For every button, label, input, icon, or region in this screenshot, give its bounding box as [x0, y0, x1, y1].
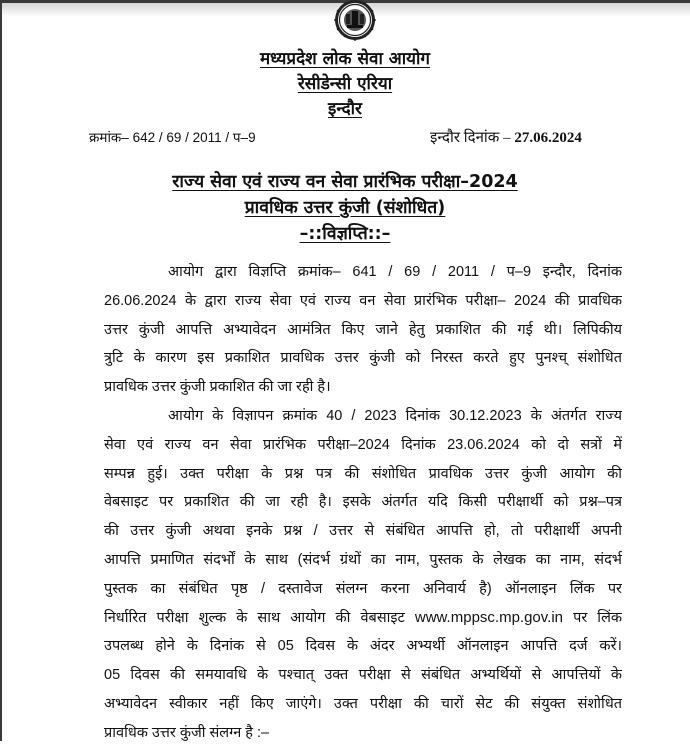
notice-label: –::विज्ञप्ति::–	[299, 224, 391, 244]
paragraph-line: अभ्यावेदन स्वीकार नहीं किए जाएंगे। उक्त परीक्षा की चारों सेट की संयुक्त संशोधित	[104, 695, 622, 712]
reference-date-label: इन्दौर दिनांक –	[430, 130, 511, 146]
mp-state-emblem-icon	[333, 0, 377, 42]
paragraph-line: 26.06.2024 के द्वारा राज्य सेवा एवं राज्य वन सेवा प्रारंभिक परीक्षा– 2024 की प्रावधिक	[104, 292, 622, 309]
paragraph-line: उत्तर कुंजी आपत्ति अभ्यावेदन आमंत्रित किए जाने हेतु प्रकाशित की गई थी। लिपिकीय	[104, 321, 622, 338]
paragraph-line: वेबसाइट पर प्रकाशित की जा रही है। इसके अंतर्गत यदि किसी परीक्षार्थी को प्रश्न–पत्र	[104, 494, 622, 511]
paragraph-1	[104, 258, 622, 402]
paragraph-line: सेवा एवं राज्य वन सेवा प्रारंभिक परीक्षा–2024 दिनांक 23.06.2024 को दो सत्रों में	[104, 436, 622, 453]
paragraph-line: उपलब्ध होने के दिनांक से 05 दिवस के अंदर अभ्यर्थी ऑनलाइन आपत्ति दर्ज करें।	[104, 638, 622, 655]
paragraph-line: पुस्तक का संबंधित पृष्ठ / दस्तावेज संलग्न करना अनिवार्य है) ऑनलाइन लिंक पर	[104, 580, 622, 597]
notice-title: राज्य सेवा एवं राज्य वन सेवा प्रारंभिक परीक्षा–2024	[172, 172, 518, 192]
url-line-before: निर्धारित परीक्षा शुल्क के साथ आयोग की वेबसाइट	[104, 609, 405, 626]
org-name-heading: मध्यप्रदेश लोक सेवा आयोग	[260, 49, 430, 69]
paragraph-line: आपत्ति प्रमाणित संदर्भों के साथ (संदर्भ ग्रंथों का नाम, पुस्तक के लेखक का नाम, संदर्भ	[104, 551, 622, 568]
paragraph-line: आयोग के विज्ञापन क्रमांक 40 / 2023 दिनांक 30.12.2023 के अंतर्गत राज्य	[168, 408, 622, 424]
paragraph-line: आयोग द्वारा विज्ञप्ति क्रमांक– 641 / 69 / 2011 / प–9 इन्दौर, दिनांक	[168, 264, 622, 280]
paragraph-line: सम्पन्न हुई। उक्त परीक्षा के प्रश्न पत्र की संशोधित प्रावधिक उत्तर कुंजी आयोग की	[104, 465, 622, 482]
paragraph-line: की उत्तर कुंजी अथवा इनके प्रश्न / उत्तर से संबंधित आपत्ति हो, तो परीक्षार्थी अपनी	[104, 523, 622, 540]
paragraph-line: प्रावधिक उत्तर कुंजी प्रकाशित की जा रही है।	[104, 379, 331, 396]
website-link[interactable]: www.mppsc.mp.gov.in	[414, 608, 563, 626]
reference-date	[430, 128, 582, 148]
org-city-heading: इन्दौर	[328, 99, 362, 119]
org-area-heading: रेसीडेन्सी एरिया	[297, 74, 393, 94]
paragraph-2	[104, 402, 622, 748]
reference-number: क्रमांक– 642 / 69 / 2011 / प–9	[89, 130, 256, 145]
url-line-after: पर लिंक	[573, 609, 622, 626]
paragraph-line: त्रुटि के कारण इस प्रकाशित प्रावधिक उत्तर कुंजी को निरस्त करते हुए पुनश्च् संशोधित	[104, 350, 622, 367]
paragraph-line-with-url	[104, 604, 622, 633]
reference-date-value: 27.06.2024	[514, 130, 582, 146]
paragraph-line: प्रावधिक उत्तर कुंजी संलग्न है :–	[104, 724, 270, 741]
notice-subtitle: प्रावधिक उत्तर कुंजी (संशोधित)	[244, 198, 446, 218]
paragraph-line: 05 दिवस की समयावधि के पश्चात् उक्त परीक्षा से संबंधित अभ्यर्थियों से आपत्तियों के	[104, 667, 622, 684]
